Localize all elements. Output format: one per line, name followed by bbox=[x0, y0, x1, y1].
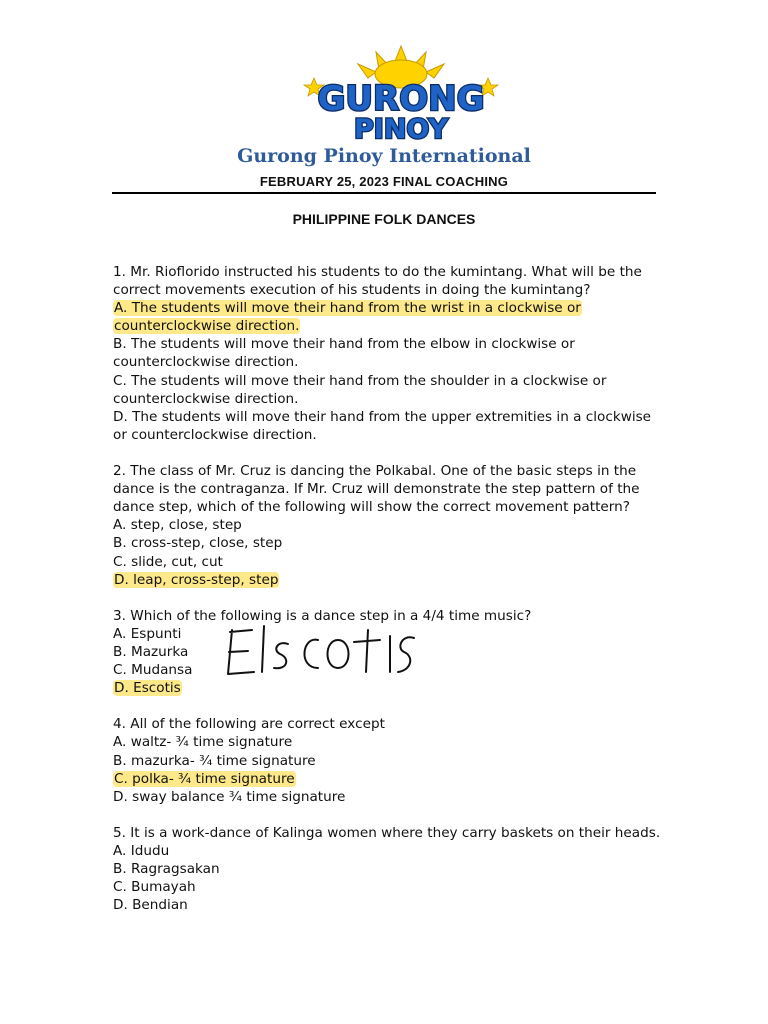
header-divider bbox=[112, 192, 656, 194]
gurong-pinoy-logo bbox=[296, 44, 506, 144]
option-b: B. cross-step, close, step bbox=[113, 535, 283, 552]
question-1 bbox=[113, 263, 673, 444]
option-b-cont: counterclockwise direction. bbox=[113, 354, 299, 371]
question-text: dance step, which of the following will show the correct movement pattern? bbox=[113, 499, 630, 516]
option-a: A. Idudu bbox=[113, 843, 170, 859]
option-c: C. The students will move their hand from the shoulder in a clockwise or bbox=[113, 372, 607, 389]
option-d: D. sway balance ¾ time signature bbox=[113, 788, 346, 805]
questions-list bbox=[113, 263, 673, 932]
option-a-cont bbox=[113, 317, 673, 335]
question-text: 3. Which of the following is a dance step in a 4/4 time music? bbox=[113, 607, 532, 624]
question-text: 2. The class of Mr. Cruz is dancing the Polkabal. One of the basic steps in the bbox=[113, 463, 637, 480]
option-b: B. The students will move their hand from the elbow in clockwise or bbox=[113, 336, 575, 353]
option-b: B. Mazurka bbox=[113, 643, 189, 660]
option-d-cont: or counterclockwise direction. bbox=[113, 426, 317, 443]
question-5 bbox=[113, 824, 673, 914]
option-a: A. Espunti bbox=[113, 625, 182, 642]
highlighted-answer: D. Escotis bbox=[114, 680, 181, 697]
document-topic: PHILIPPINE FOLK DANCES bbox=[292, 211, 476, 227]
highlighted-answer: C. polka- ¾ time signature bbox=[114, 770, 295, 787]
question-text: dance is the contraganza. If Mr. Cruz will demonstrate the step pattern of the bbox=[113, 481, 640, 498]
org-title: Gurong Pinoy International bbox=[237, 145, 531, 167]
question-text: 1. Mr. Rioflorido instructed his students to do the kumintang. What will be the bbox=[113, 264, 642, 280]
question-2 bbox=[113, 462, 673, 589]
option-a: A. waltz- ¾ time signature bbox=[113, 734, 293, 751]
option-c-cont: counterclockwise direction. bbox=[113, 390, 299, 407]
option-b: B. mazurka- ¾ time signature bbox=[113, 752, 316, 769]
coaching-date: FEBRUARY 25, 2023 FINAL COACHING bbox=[259, 174, 509, 189]
option-c: C. slide, cut, cut bbox=[113, 553, 223, 570]
question-text: correct movements execution of his students in doing the kumintang? bbox=[113, 282, 591, 299]
handwritten-annotation bbox=[222, 622, 418, 684]
option-c: C. Bumayah bbox=[113, 879, 196, 896]
question-text: 4. All of the following are correct except bbox=[113, 716, 385, 733]
logo-text-bottom: PINOY bbox=[354, 114, 448, 144]
option-d: D. Bendian bbox=[113, 897, 188, 914]
highlighted-answer: A. The students will move their hand from the wrist in a clockwise or bbox=[114, 300, 581, 317]
option-d: D. The students will move their hand from the upper extremities in a clockwise bbox=[113, 408, 652, 425]
option-c bbox=[113, 770, 673, 788]
highlighted-answer: counterclockwise direction. bbox=[114, 318, 300, 335]
question-4 bbox=[113, 715, 673, 805]
highlighted-answer: D. leap, cross-step, step bbox=[114, 571, 279, 588]
question-text: 5. It is a work-dance of Kalinga women where they carry baskets on their heads. bbox=[113, 824, 661, 841]
option-a bbox=[113, 299, 673, 317]
option-b: B. Ragragsakan bbox=[113, 861, 220, 878]
option-a: A. step, close, step bbox=[113, 517, 242, 534]
logo-text-top: GURONG bbox=[317, 79, 485, 119]
option-c: C. Mudansa bbox=[113, 662, 193, 679]
option-d bbox=[113, 571, 673, 589]
